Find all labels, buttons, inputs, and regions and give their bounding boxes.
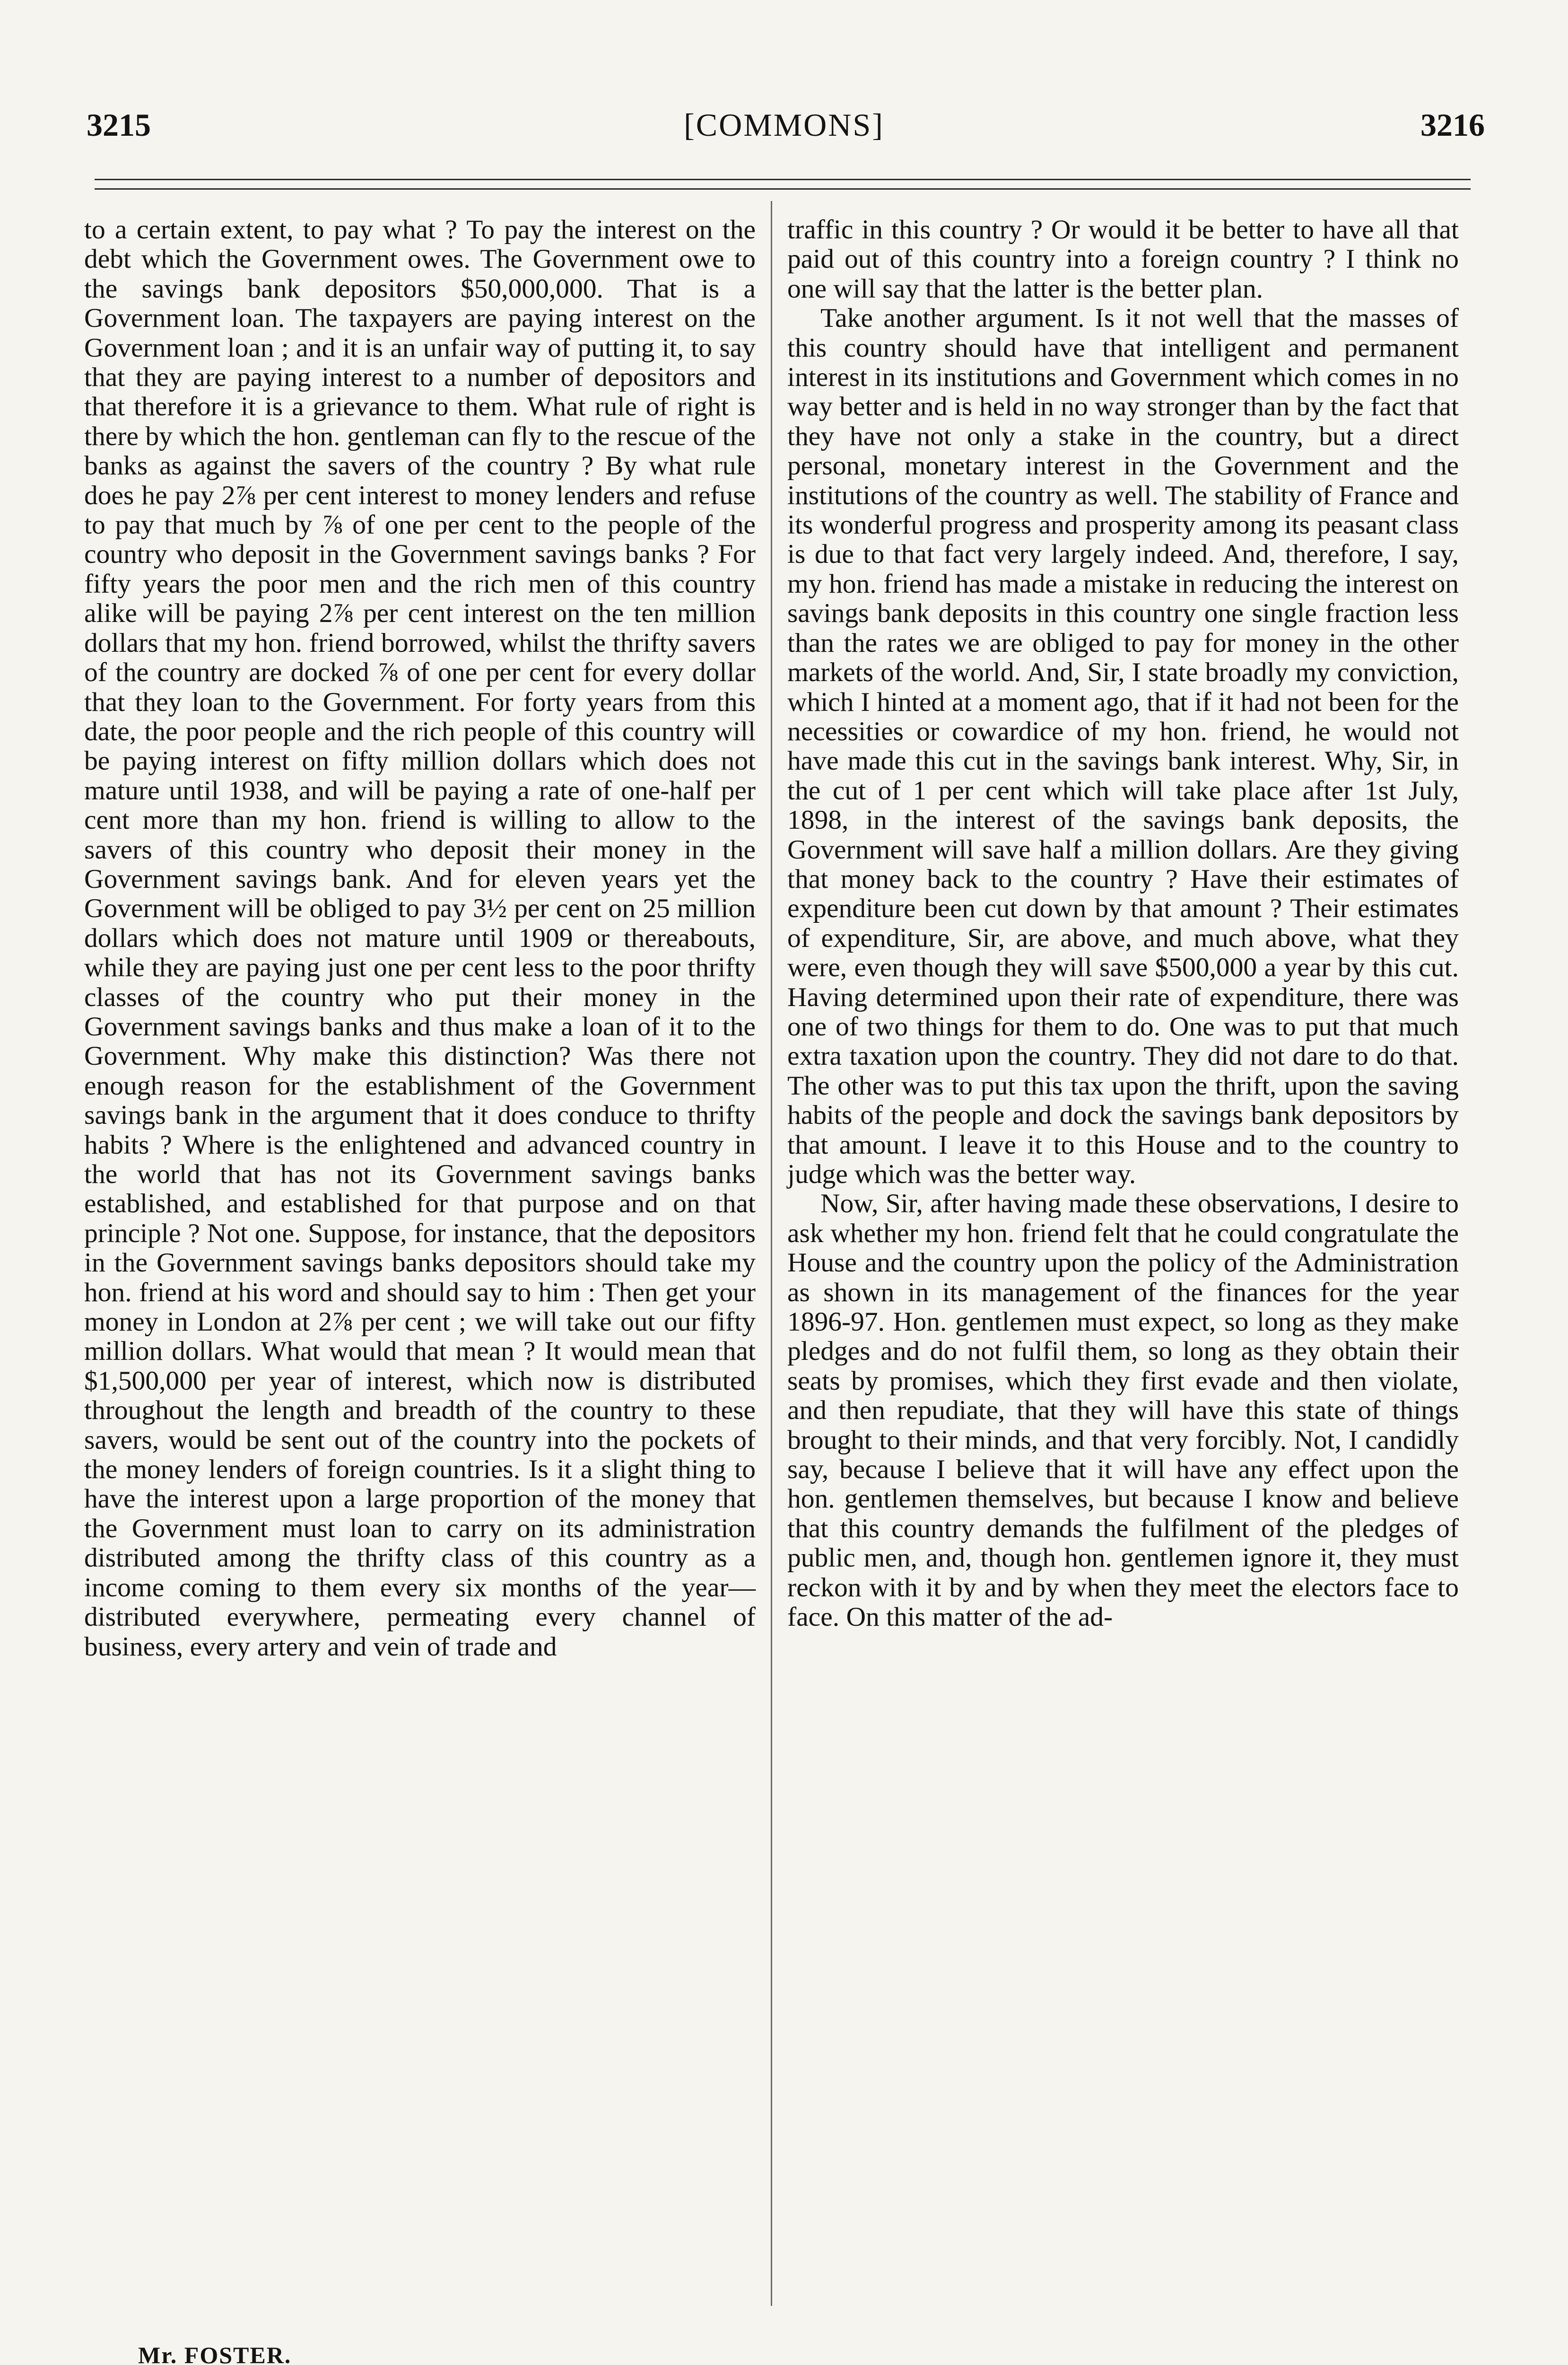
header-rule-bottom <box>95 188 1471 190</box>
column-divider <box>771 201 772 2306</box>
right-paragraph-3: Now, Sir, after having made these observations, I desire to ask whether my hon. friend felt that he could congratulate the House and the country upon the policy of the Administration as shown in its management of the finances for the year 1896-97. Hon. gentlemen must expect, so long as they make pledges and do not fulfil them, so long as they obtain their seats by promises, which they first evade and then violate, and then repudiate, that they will have this state of things brought to their minds, and that very forcibly. Not, I candidly say, because I believe that it will have any effect upon the hon. gentlemen themselves, but because I know and believe that this country demands the fulfilment of the pledges of public men, and, though hon. gentlemen ignore it, they must reckon with it by and by when they meet the electors face to face. On this matter of the ad- <box>787 1189 1459 1632</box>
right-column <box>787 215 1459 1632</box>
page-header <box>0 106 1568 158</box>
left-column <box>84 215 756 1662</box>
running-head: [COMMONS] <box>684 107 884 143</box>
header-rule-top <box>95 179 1471 180</box>
page-number-left: 3215 <box>87 107 151 143</box>
speaker-footer: Mr. FOSTER. <box>138 2342 292 2365</box>
right-paragraph-1: traffic in this country ? Or would it be better to have all that paid out of this country into a foreign country ? I think no one will say that the latter is the better plan. <box>787 215 1459 304</box>
page-number-right: 3216 <box>1420 107 1485 143</box>
left-paragraph-1: to a certain extent, to pay what ? To pay the interest on the debt which the Government owes. The Government owe to the savings bank depositors $50,000,000. That is a Government loan. The taxpayers are paying interest on the Government loan ; and it is an unfair way of putting it, to say that they are paying interest to a number of depositors and that therefore it is a grievance to them. What rule of right is there by which the hon. gentleman can fly to the rescue of the banks as against the savers of the country ? By what rule does he pay 2⅞ per cent interest to money lenders and refuse to pay that much by ⅞ of one per cent to the people of the country who deposit in the Government savings banks ? For fifty years the poor men and the rich men of this country alike will be paying 2⅞ per cent interest on the ten million dollars that my hon. friend borrowed, whilst the thrifty savers of the country are docked ⅞ of one per cent for every dollar that they loan to the Government. For forty years from this date, the poor people and the rich people of this country will be paying interest on fifty million dollars which does not mature until 1938, and will be paying a rate of one-half per cent more than my hon. friend is willing to allow to the savers of this country who deposit their money in the Government savings bank. And for eleven years yet the Government will be obliged to pay 3½ per cent on 25 million dollars which does not mature until 1909 or thereabouts, while they are paying just one per cent less to the poor thrifty classes of the country who put their money in the Government savings banks and thus make a loan of it to the Government. Why make this distinction? Was there not enough reason for the establishment of the Government savings bank in the argument that it does conduce to thrifty habits ? Where is the enlightened and advanced country in the world that has not its Government savings banks established, and established for that purpose and on that principle ? Not one. Suppose, for instance, that the depositors in the Government savings banks depositors should take my hon. friend at his word and should say to him : Then get your money in London at 2⅞ per cent ; we will take out our fifty million dollars. What would that mean ? It would mean that $1,500,000 per year of interest, which now is distributed throughout the length and breadth of the country to these savers, would be sent out of the country into the pockets of the money lenders of foreign countries. Is it a slight thing to have the interest upon a large proportion of the money that the Government must loan to carry on its administration distributed among the thrifty class of this country as a income coming to them every six months of the year—distributed everywhere, permeating every channel of business, every artery and vein of trade and <box>84 215 756 1662</box>
right-paragraph-2: Take another argument. Is it not well that the masses of this country should have that intelligent and permanent interest in its institutions and Government which comes in no way better and is held in no way stronger than by the fact that they have not only a stake in the country, but a direct personal, monetary interest in the Government and the institutions of the country as well. The stability of France and its wonderful progress and prosperity among its peasant class is due to that fact very largely indeed. And, therefore, I say, my hon. friend has made a mistake in reducing the interest on savings bank deposits in this country one single fraction less than the rates we are obliged to pay for money in the other markets of the world. And, Sir, I state broadly my conviction, which I hinted at a moment ago, that if it had not been for the necessities or cowardice of my hon. friend, he would not have made this cut in the savings bank interest. Why, Sir, in the cut of 1 per cent which will take place after 1st July, 1898, in the interest of the savings bank deposits, the Government will save half a million dollars. Are they giving that money back to the country ? Have their estimates of expenditure been cut down by that amount ? Their estimates of expenditure, Sir, are above, and much above, what they were, even though they will save $500,000 a year by this cut. Having determined upon their rate of expenditure, there was one of two things for them to do. One was to put that much extra taxation upon the country. They did not dare to do that. The other was to put this tax upon the thrift, upon the saving habits of the people and dock the savings bank depositors by that amount. I leave it to this House and to the country to judge which was the better way. <box>787 303 1459 1189</box>
